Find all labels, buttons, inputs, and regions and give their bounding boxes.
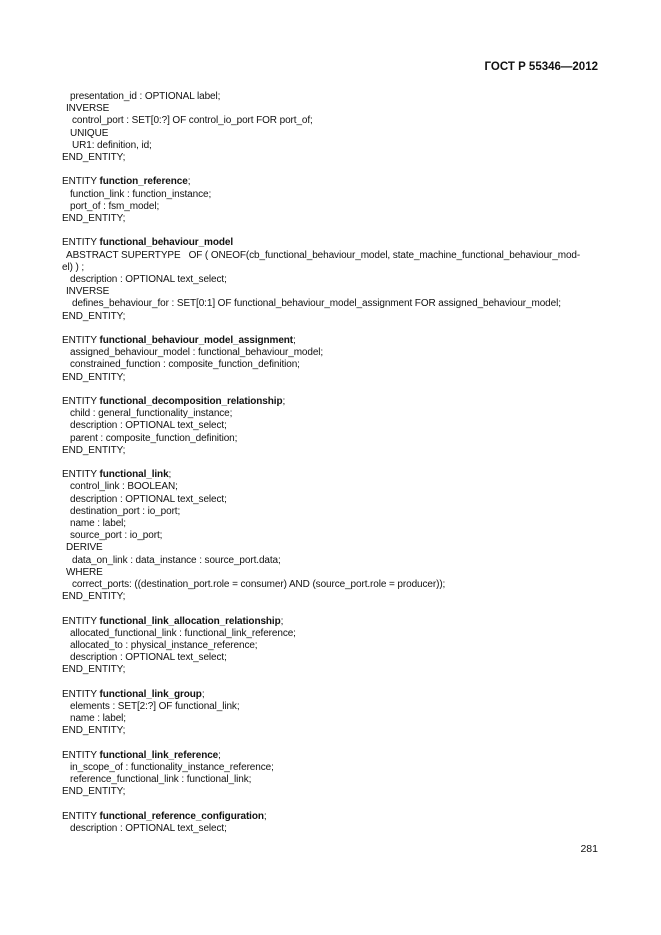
entity-declaration-line: [62, 335, 296, 347]
code-line: [70, 701, 240, 713]
code-text: ENTITY: [62, 810, 100, 822]
code-line: [70, 481, 178, 493]
code-text: description : OPTIONAL text_select;: [70, 420, 227, 432]
entity-name: functional_decomposition_relationship: [99, 396, 283, 407]
code-text: UNIQUE: [70, 127, 109, 139]
code-line: [70, 494, 227, 506]
code-line: [62, 591, 125, 603]
code-text: ;: [280, 615, 284, 627]
code-text: ABSTRACT SUPERTYPE OF ( ONEOF(cb_functional_behaviour_model, state_machine_functional_behaviour_mod-: [66, 249, 581, 261]
code-line: [70, 713, 126, 725]
code-text: control_link : BOOLEAN;: [70, 481, 178, 493]
code-line: [70, 359, 300, 371]
code-text: constrained_function : composite_function_definition;: [70, 359, 300, 371]
code-text: ;: [218, 749, 221, 761]
code-line: [62, 311, 125, 323]
code-text: END_ENTITY;: [62, 152, 126, 163]
code-text: name : label;: [70, 518, 126, 529]
code-text: END_ENTITY;: [62, 664, 126, 676]
code-line: [70, 420, 227, 432]
code-text: description : OPTIONAL text_select;: [70, 274, 227, 285]
code-line: [70, 201, 159, 213]
code-text: data_on_link : data_instance : source_port.data;: [72, 554, 281, 566]
code-text: presentation_id : OPTIONAL label;: [70, 91, 221, 102]
entity-name: functional_link_reference: [99, 749, 219, 761]
entity-declaration-line: [62, 616, 283, 628]
code-line: [70, 408, 232, 420]
code-line: [62, 372, 125, 384]
code-text: allocated_to : physical_instance_reference;: [70, 640, 258, 651]
code-text: description : OPTIONAL text_select;: [70, 823, 227, 834]
code-line: [70, 762, 274, 774]
code-text: defines_behaviour_for : SET[0:1] OF functional_behaviour_model_assignment FOR assigned_behaviour_model;: [72, 298, 561, 310]
code-line: [70, 506, 180, 518]
code-text: END_ENTITY;: [62, 310, 126, 322]
code-text: in_scope_of : functionality_instance_reference;: [70, 762, 274, 773]
page-number: 281: [580, 843, 598, 855]
code-line: [70, 640, 258, 652]
code-text: port_of : fsm_model;: [70, 200, 160, 212]
code-line: [62, 152, 125, 164]
entity-name: functional_link_group: [99, 688, 202, 700]
code-text: ;: [293, 335, 296, 346]
code-line: [70, 433, 237, 445]
code-text: INVERSE: [66, 103, 110, 115]
document-header: ГОСТ Р 55346—2012: [484, 61, 598, 73]
entity-name: functional_link_allocation_relationship: [99, 615, 281, 627]
code-line: [72, 555, 281, 567]
code-text: source_port : io_port;: [70, 530, 163, 542]
code-text: control_port : SET[0:?] OF control_io_port FOR port_of;: [72, 115, 313, 127]
code-text: ENTITY: [62, 615, 100, 627]
code-text: ;: [187, 176, 191, 188]
code-text: ENTITY: [62, 176, 100, 188]
code-text: reference_functional_link : functional_link;: [70, 774, 252, 786]
code-line: [66, 250, 580, 262]
code-line: [66, 103, 109, 115]
code-text: ENTITY: [62, 749, 100, 761]
code-text: allocated_functional_link : functional_link_reference;: [70, 627, 296, 639]
code-line: [66, 542, 103, 554]
entity-name: functional_behaviour_model: [99, 237, 234, 249]
code-text: name : label;: [70, 713, 126, 725]
code-text: elements : SET[2:?] OF functional_link;: [70, 701, 240, 712]
code-line: [62, 725, 125, 737]
code-line: [70, 91, 220, 103]
code-line: [70, 652, 227, 664]
code-line: [70, 774, 251, 786]
entity-declaration-line: [62, 396, 285, 408]
code-text: INVERSE: [66, 286, 110, 298]
code-line: [70, 628, 296, 640]
code-line: [70, 128, 108, 140]
code-text: function_link : function_instance;: [70, 188, 212, 200]
code-text: ENTITY: [62, 396, 100, 407]
code-line: [62, 445, 125, 457]
code-text: ENTITY: [62, 335, 100, 346]
code-line: [62, 262, 84, 274]
code-text: destination_port : io_port;: [70, 505, 181, 517]
code-text: ;: [263, 810, 267, 822]
code-line: [62, 786, 125, 798]
code-line: [72, 115, 313, 127]
code-text: END_ENTITY;: [62, 725, 126, 737]
code-text: description : OPTIONAL text_select;: [70, 652, 227, 664]
code-text: END_ENTITY;: [62, 786, 126, 798]
entity-declaration-line: [62, 811, 267, 823]
entity-declaration-line: [62, 176, 190, 188]
code-text: child : general_functionality_instance;: [70, 408, 233, 420]
code-text: UR1: definition, id;: [72, 139, 152, 151]
code-line: [70, 518, 126, 530]
code-line: [62, 213, 125, 225]
code-text: assigned_behaviour_model : functional_behaviour_model;: [70, 347, 324, 359]
code-line: [72, 140, 152, 152]
code-line: [70, 189, 211, 201]
code-line: [62, 664, 125, 676]
code-text: ENTITY: [62, 237, 100, 249]
code-text: END_ENTITY;: [62, 371, 126, 383]
code-text: el) ) ;: [62, 261, 85, 273]
code-text: END_ENTITY;: [62, 591, 126, 603]
code-text: DERIVE: [66, 542, 103, 554]
code-text: ENTITY: [62, 688, 100, 700]
entity-declaration-line: [62, 750, 221, 762]
code-text: ;: [201, 688, 205, 700]
code-line: [70, 347, 323, 359]
code-text: correct_ports: ((destination_port.role = consumer) AND (source_port.role = producer));: [72, 579, 446, 590]
code-text: description : OPTIONAL text_select;: [70, 493, 227, 505]
code-text: END_ENTITY;: [62, 213, 126, 224]
entity-name: functional_reference_configuration: [99, 810, 264, 822]
code-text: ;: [168, 469, 172, 481]
code-text: WHERE: [66, 566, 103, 578]
entity-declaration-line: [62, 689, 205, 701]
code-text: parent : composite_function_definition;: [70, 432, 238, 444]
entity-name: functional_behaviour_model_assignment: [99, 335, 294, 346]
code-line: [70, 274, 227, 286]
code-line: [72, 579, 445, 591]
code-line: [72, 298, 561, 310]
entity-declaration-line: [62, 237, 233, 249]
code-line: [70, 823, 227, 835]
code-line: [66, 567, 103, 579]
entity-name: function_reference: [99, 176, 188, 188]
entity-name: functional_link: [99, 469, 169, 481]
entity-declaration-line: [62, 469, 171, 481]
code-text: ;: [282, 396, 286, 407]
code-line: [66, 286, 109, 298]
code-text: END_ENTITY;: [62, 444, 126, 456]
code-line: [70, 530, 162, 542]
code-text: ENTITY: [62, 469, 100, 481]
